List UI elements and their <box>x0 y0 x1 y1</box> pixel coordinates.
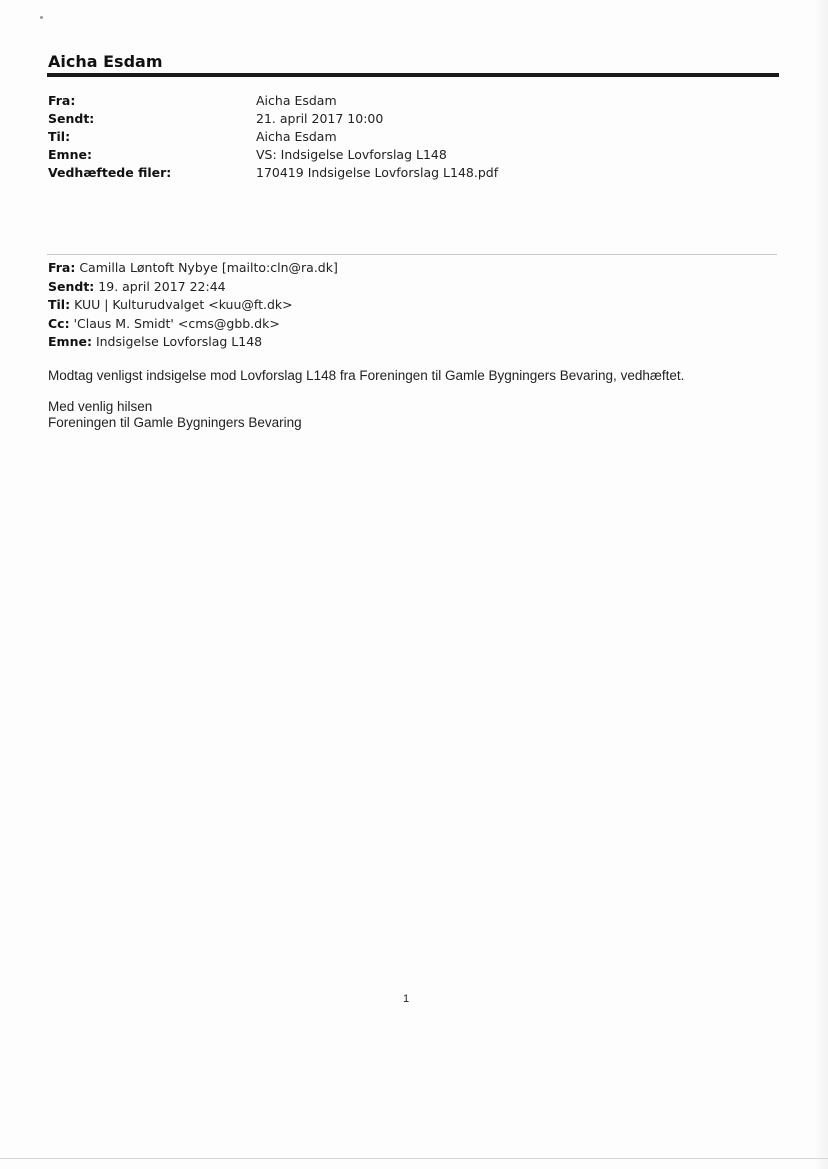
forwarded-value: 'Claus M. Smidt' <cms@gbb.dk> <box>73 315 280 331</box>
forwarded-row-sent <box>48 278 338 297</box>
scan-edge-shadow <box>814 0 828 1169</box>
header-row-to <box>48 128 498 146</box>
owner-name-heading: Aicha Esdam <box>48 52 163 71</box>
forwarded-value: KUU | Kulturudvalget <kuu@ft.dk> <box>74 297 293 312</box>
heading-rule <box>47 73 779 77</box>
header-row-sent <box>48 110 498 128</box>
header-row-attachments <box>48 164 498 182</box>
forward-separator <box>47 254 777 255</box>
scan-artifact <box>40 16 43 19</box>
header-label: Vedhæftede filer: <box>48 165 172 180</box>
forwarded-row-from <box>48 259 338 278</box>
forwarded-header <box>48 259 338 352</box>
body-message: Modtag venligst indsigelse mod Lovforslag L148 fra Foreningen til Gamle Bygningers Bevaring, vedhæftet. <box>48 368 685 383</box>
header-value: VS: Indsigelse Lovforslag L148 <box>256 147 447 162</box>
forwarded-row-cc <box>48 315 338 334</box>
header-label: Emne: <box>48 147 92 162</box>
forwarded-label: Sendt: <box>48 278 95 294</box>
forwarded-label: Cc: <box>48 315 70 331</box>
scan-bottom-edge <box>0 1158 828 1159</box>
header-row-subject <box>48 146 498 164</box>
signature-line: Foreningen til Gamle Bygningers Bevaring <box>48 415 302 430</box>
header-label: Fra: <box>48 93 76 108</box>
header-value: Aicha Esdam <box>256 129 337 144</box>
header-value: 21. april 2017 10:00 <box>256 111 384 126</box>
forwarded-label: Emne: <box>48 334 92 349</box>
forwarded-value: Camilla Løntoft Nybye [mailto:cln@ra.dk] <box>79 260 338 275</box>
forwarded-row-subject <box>48 333 338 352</box>
page-number: 1 <box>403 993 410 1005</box>
forwarded-row-to <box>48 296 338 315</box>
attachment-filename: 170419 Indsigelse Lovforslag L148.pdf <box>256 165 499 180</box>
email-body <box>48 368 684 431</box>
header-value: Aicha Esdam <box>256 93 337 108</box>
forwarded-value: 19. april 2017 22:44 <box>98 278 226 294</box>
header-label: Til: <box>48 129 71 144</box>
forwarded-label: Fra: <box>48 260 76 275</box>
closing-line: Med venlig hilsen <box>48 399 153 414</box>
header-row-from <box>48 92 498 110</box>
forwarded-label: Til: <box>48 297 71 312</box>
forwarded-value: Indsigelse Lovforslag L148 <box>95 334 263 349</box>
email-header-table <box>48 92 498 182</box>
header-label: Sendt: <box>48 111 95 126</box>
